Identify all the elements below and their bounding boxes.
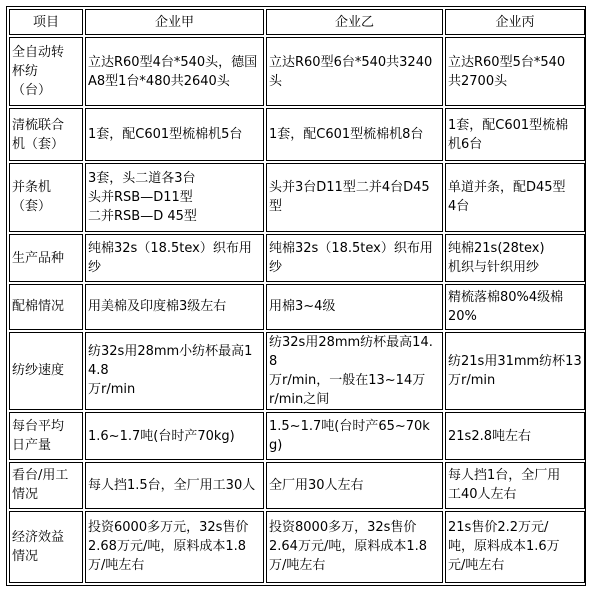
table-row: [9, 511, 585, 583]
cell-enterprise-a: 纺32s用28mm小纺杯最高14.8 万r/min: [85, 332, 264, 410]
row-label: 每台平均 日产量: [9, 412, 83, 460]
cell-enterprise-b: 纺32s用28mm纺杯最高14.8 万r/min，一般在13~14万 r/min之间: [266, 332, 443, 410]
enterprise-comparison-table: [7, 7, 587, 585]
row-label: 全自动转 杯纺 （台）: [9, 37, 83, 106]
table-row: [9, 234, 585, 282]
cell-enterprise-b: 投资8000多万，32s售价 2.64万元/吨，原料成本1.8 万/吨左右: [266, 511, 443, 583]
cell-enterprise-c: 纯棉21s(28tex) 机织与针织用纱: [445, 234, 585, 282]
cell-enterprise-c: 21s售价2.2万元/ 吨，原料成本1.6万 元/吨左右: [445, 511, 585, 583]
cell-enterprise-a: 投资6000多万元，32s售价 2.68万元/吨，原料成本1.8 万/吨左右: [85, 511, 264, 583]
cell-enterprise-a: 每人挡1.5台，全厂用工30人: [85, 462, 264, 508]
cell-enterprise-b: 立达R60型6台*540共3240头: [266, 37, 443, 106]
table-row: [9, 108, 585, 160]
cell-enterprise-c: 精梳落棉80%4级棉 20%: [445, 284, 585, 329]
cell-enterprise-b: 纯棉32s（18.5tex）织布用 纱: [266, 234, 443, 282]
header-item: 项目: [9, 9, 83, 35]
cell-enterprise-a: 纯棉32s（18.5tex）织布用 纱: [85, 234, 264, 282]
cell-enterprise-a: 1.6~1.7吨(台时产70kg): [85, 412, 264, 460]
cell-enterprise-c: 每人挡1台，全厂用 工40人左右: [445, 462, 585, 508]
row-label: 并条机 （套）: [9, 163, 83, 232]
cell-enterprise-c: 单道并条，配D45型 4台: [445, 163, 585, 232]
cell-enterprise-b: 头并3台D11型二并4台D45型: [266, 163, 443, 232]
table-row: [9, 462, 585, 508]
header-row: [9, 9, 585, 35]
cell-enterprise-c: 21s2.8吨左右: [445, 412, 585, 460]
cell-enterprise-c: 纺21s用31mm纺杯13 万r/min: [445, 332, 585, 410]
cell-enterprise-b: 用棉3~4级: [266, 284, 443, 329]
cell-enterprise-a: 3套，头二道各3台 头并RSB—D11型 二并RSB—D 45型: [85, 163, 264, 232]
table-row: [9, 284, 585, 329]
row-label: 经济效益 情况: [9, 511, 83, 583]
table-row: [9, 332, 585, 410]
cell-enterprise-a: 立达R60型4台*540头，德国 A8型1台*480共2640头: [85, 37, 264, 106]
row-label: 配棉情况: [9, 284, 83, 329]
cell-enterprise-b: 全厂用30人左右: [266, 462, 443, 508]
row-label: 纺纱速度: [9, 332, 83, 410]
comparison-table-frame: [6, 6, 586, 586]
row-label: 清梳联合 机（套）: [9, 108, 83, 160]
cell-enterprise-a: 1套，配C601型梳棉机5台: [85, 108, 264, 160]
header-enterprise-a: 企业甲: [85, 9, 264, 35]
header-enterprise-b: 企业乙: [266, 9, 443, 35]
row-label: 看台/用工 情况: [9, 462, 83, 508]
row-label: 生产品种: [9, 234, 83, 282]
table-row: [9, 37, 585, 106]
cell-enterprise-b: 1.5~1.7吨(台时产65~70kg): [266, 412, 443, 460]
table-row: [9, 163, 585, 232]
cell-enterprise-b: 1套，配C601型梳棉机8台: [266, 108, 443, 160]
cell-enterprise-c: 立达R60型5台*540 共2700头: [445, 37, 585, 106]
cell-enterprise-a: 用美棉及印度棉3级左右: [85, 284, 264, 329]
table-row: [9, 412, 585, 460]
header-enterprise-c: 企业丙: [445, 9, 585, 35]
cell-enterprise-c: 1套，配C601型梳棉 机6台: [445, 108, 585, 160]
